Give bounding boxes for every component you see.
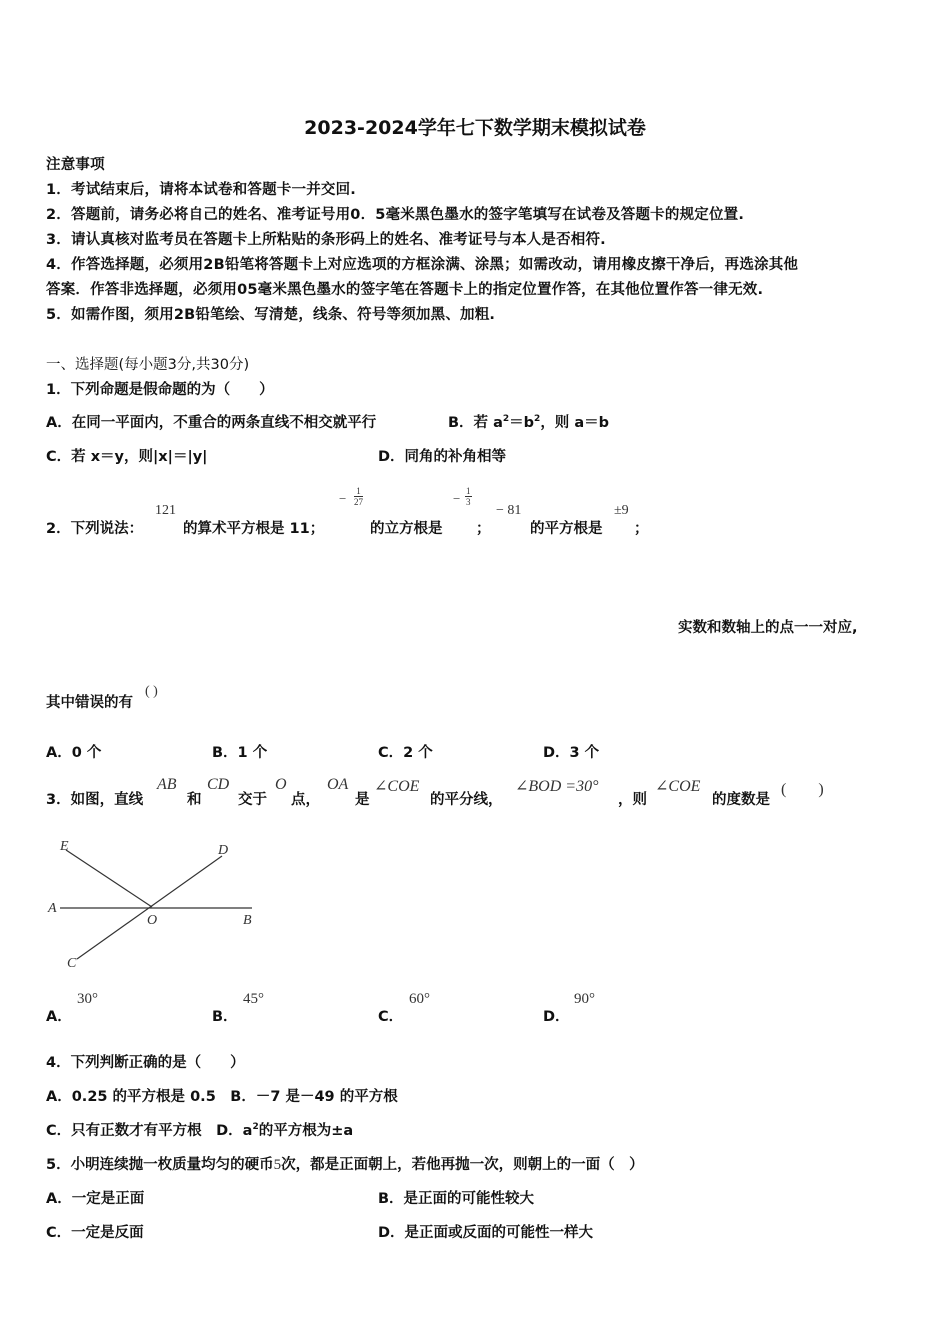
label-O: O: [147, 913, 158, 928]
q1-b-mid: ＝b: [509, 415, 535, 431]
q1-b-suffix: ，则 a＝b: [540, 415, 610, 431]
q4-options-ab: A．0.25 的平方根是 0.5 B．－7 是－49 的平方根: [46, 1089, 398, 1105]
q5-option-b: B．是正面的可能性较大: [378, 1191, 535, 1207]
q1-option-a: A．在同一平面内，不重合的两条直线不相交就平行: [46, 415, 377, 431]
q5-five: 5: [273, 1157, 282, 1173]
q3-option-b-value: 45°: [243, 991, 264, 1007]
q4-cd-prefix: C．只有正数才有平方根 D．a: [46, 1123, 253, 1139]
q2-option-a: A．0 个: [46, 745, 102, 761]
q3-jiao: 交于: [238, 792, 267, 808]
q3-O: O: [275, 776, 287, 793]
q1-stem: 1．下列命题是假命题的为（ ）: [46, 382, 274, 398]
q3-angle-COE-2: ∠COE: [655, 778, 701, 795]
q5-stem-prefix: 5．小明连续抛一枚质量均匀的硬币: [46, 1157, 274, 1173]
q1-option-c: C．若 x＝y，则|x|＝|y|: [46, 449, 208, 465]
q2-pm9: ±9: [614, 503, 629, 518]
q3-OA: OA: [327, 776, 349, 793]
q2-prefix: 2．下列说法：: [46, 521, 144, 537]
q3-prefix: 3．如图，直线: [46, 792, 144, 808]
q2-minus-2: −: [453, 491, 461, 506]
q2-paren: ( ): [145, 684, 158, 699]
q2-frac2-num: 1: [466, 486, 471, 496]
q4-stem: 4．下列判断正确的是（ ）: [46, 1055, 245, 1071]
q1-option-d: D．同角的补角相等: [378, 449, 507, 465]
q3-option-c-label: C．: [378, 1009, 404, 1025]
q2-semicolon-2: ；: [634, 521, 649, 537]
q2-option-d: D．3 个: [543, 745, 600, 761]
q2-text-3: 的平方根是: [530, 521, 603, 537]
q3-dushu: 的度数是: [712, 792, 770, 808]
q2-text-4: 实数和数轴上的点一一对应,: [678, 620, 858, 636]
q3-dian: 点，: [291, 792, 320, 808]
page-title: 2023-2024学年七下数学期末模拟试卷: [304, 117, 646, 139]
q3-option-d-label: D．: [543, 1009, 570, 1025]
q2-minus-1: −: [339, 491, 347, 506]
q2-neg81: − 81: [496, 503, 522, 518]
q3-figure: [40, 835, 270, 975]
q3-he: 和: [187, 792, 202, 808]
notice-item-4: 4．作答选择题，必须用2B铅笔将答题卡上对应选项的方框涂满、涂黑；如需改动，请用橡皮擦干净后，再选涂其他: [46, 257, 799, 273]
q2-text-1: 的算术平方根是 11；: [183, 521, 325, 537]
q3-option-c-value: 60°: [409, 991, 430, 1007]
notice-heading: 注意事项: [46, 157, 105, 173]
q4-cd-sup: 2: [252, 1122, 259, 1133]
q1-b-prefix: B．若 a: [448, 415, 503, 431]
q3-option-d-value: 90°: [574, 991, 595, 1007]
q5-option-d: D．是正面或反面的可能性一样大: [378, 1225, 594, 1241]
q3-paren: ( ): [781, 781, 824, 798]
q3-angle-BOD: ∠BOD =30°: [515, 778, 599, 795]
notice-item-2: 2．答题前，请务必将自己的姓名、准考证号用0．5毫米黑色墨水的签字笔填写在试卷及答题卡的规定位置.: [46, 207, 745, 223]
label-D: D: [218, 843, 229, 858]
q3-ze: ，则: [618, 792, 647, 808]
q3-bisector-text: 的平分线，: [430, 792, 503, 808]
q1-b-sup1: 2: [502, 414, 510, 425]
q1-option-b: [448, 411, 609, 432]
q3-option-a-label: A．: [46, 1009, 72, 1025]
q3-angle-COE: ∠COE: [374, 778, 420, 795]
label-C: C: [67, 956, 77, 971]
q5-stem-suffix: 次，都是正面朝上，若他再抛一次，则朝上的一面（ ）: [281, 1157, 644, 1173]
q3-shi: 是: [355, 792, 370, 808]
q5-option-a: A．一定是正面: [46, 1191, 145, 1207]
notice-item-1: 1．考试结束后，请将本试卷和答题卡一并交回.: [46, 182, 356, 198]
q3-option-a-value: 30°: [77, 991, 98, 1007]
q2-frac2-den: 3: [466, 497, 471, 507]
q3-option-b-label: B．: [212, 1009, 238, 1025]
label-E: E: [60, 839, 69, 854]
q2-option-b: B．1 个: [212, 745, 268, 761]
q2-semicolon-1: ；: [476, 521, 491, 537]
label-A: A: [48, 901, 57, 916]
notice-item-3: 3．请认真核对监考员在答题卡上所粘贴的条形码上的姓名、准考证号与本人是否相符.: [46, 232, 606, 248]
q2-text-5: 其中错误的有: [46, 695, 133, 711]
q2-text-2: 的立方根是: [370, 521, 443, 537]
q4-options-cd: [46, 1119, 353, 1140]
q5-option-c: C．一定是反面: [46, 1225, 144, 1241]
q3-CD: CD: [207, 776, 230, 793]
q2-frac1-den: 27: [354, 497, 363, 507]
q5-stem: [46, 1153, 644, 1174]
q1-b-sup2: 2: [534, 414, 541, 425]
section-heading: 一、选择题(每小题3分,共30分): [46, 357, 250, 373]
q4-cd-suffix: 的平方根为±a: [258, 1123, 354, 1139]
q2-fraction-1-3: [465, 486, 472, 507]
q3-AB: AB: [157, 776, 177, 793]
notice-item-5: 5．如需作图，须用2B铅笔绘、写清楚，线条、符号等须加黑、加粗.: [46, 307, 496, 323]
label-B: B: [243, 913, 252, 928]
ray-OE: [66, 850, 152, 907]
notice-item-4-cont: 答案．作答非选择题，必须用05毫米黑色墨水的签字笔在答题卡上的指定位置作答，在其他位置作答一律无效.: [46, 282, 764, 298]
q2-121: 121: [155, 503, 176, 518]
q2-frac1-num: 1: [354, 486, 363, 497]
q2-fraction-1-27: [354, 486, 363, 507]
q2-option-c: C．2 个: [378, 745, 433, 761]
